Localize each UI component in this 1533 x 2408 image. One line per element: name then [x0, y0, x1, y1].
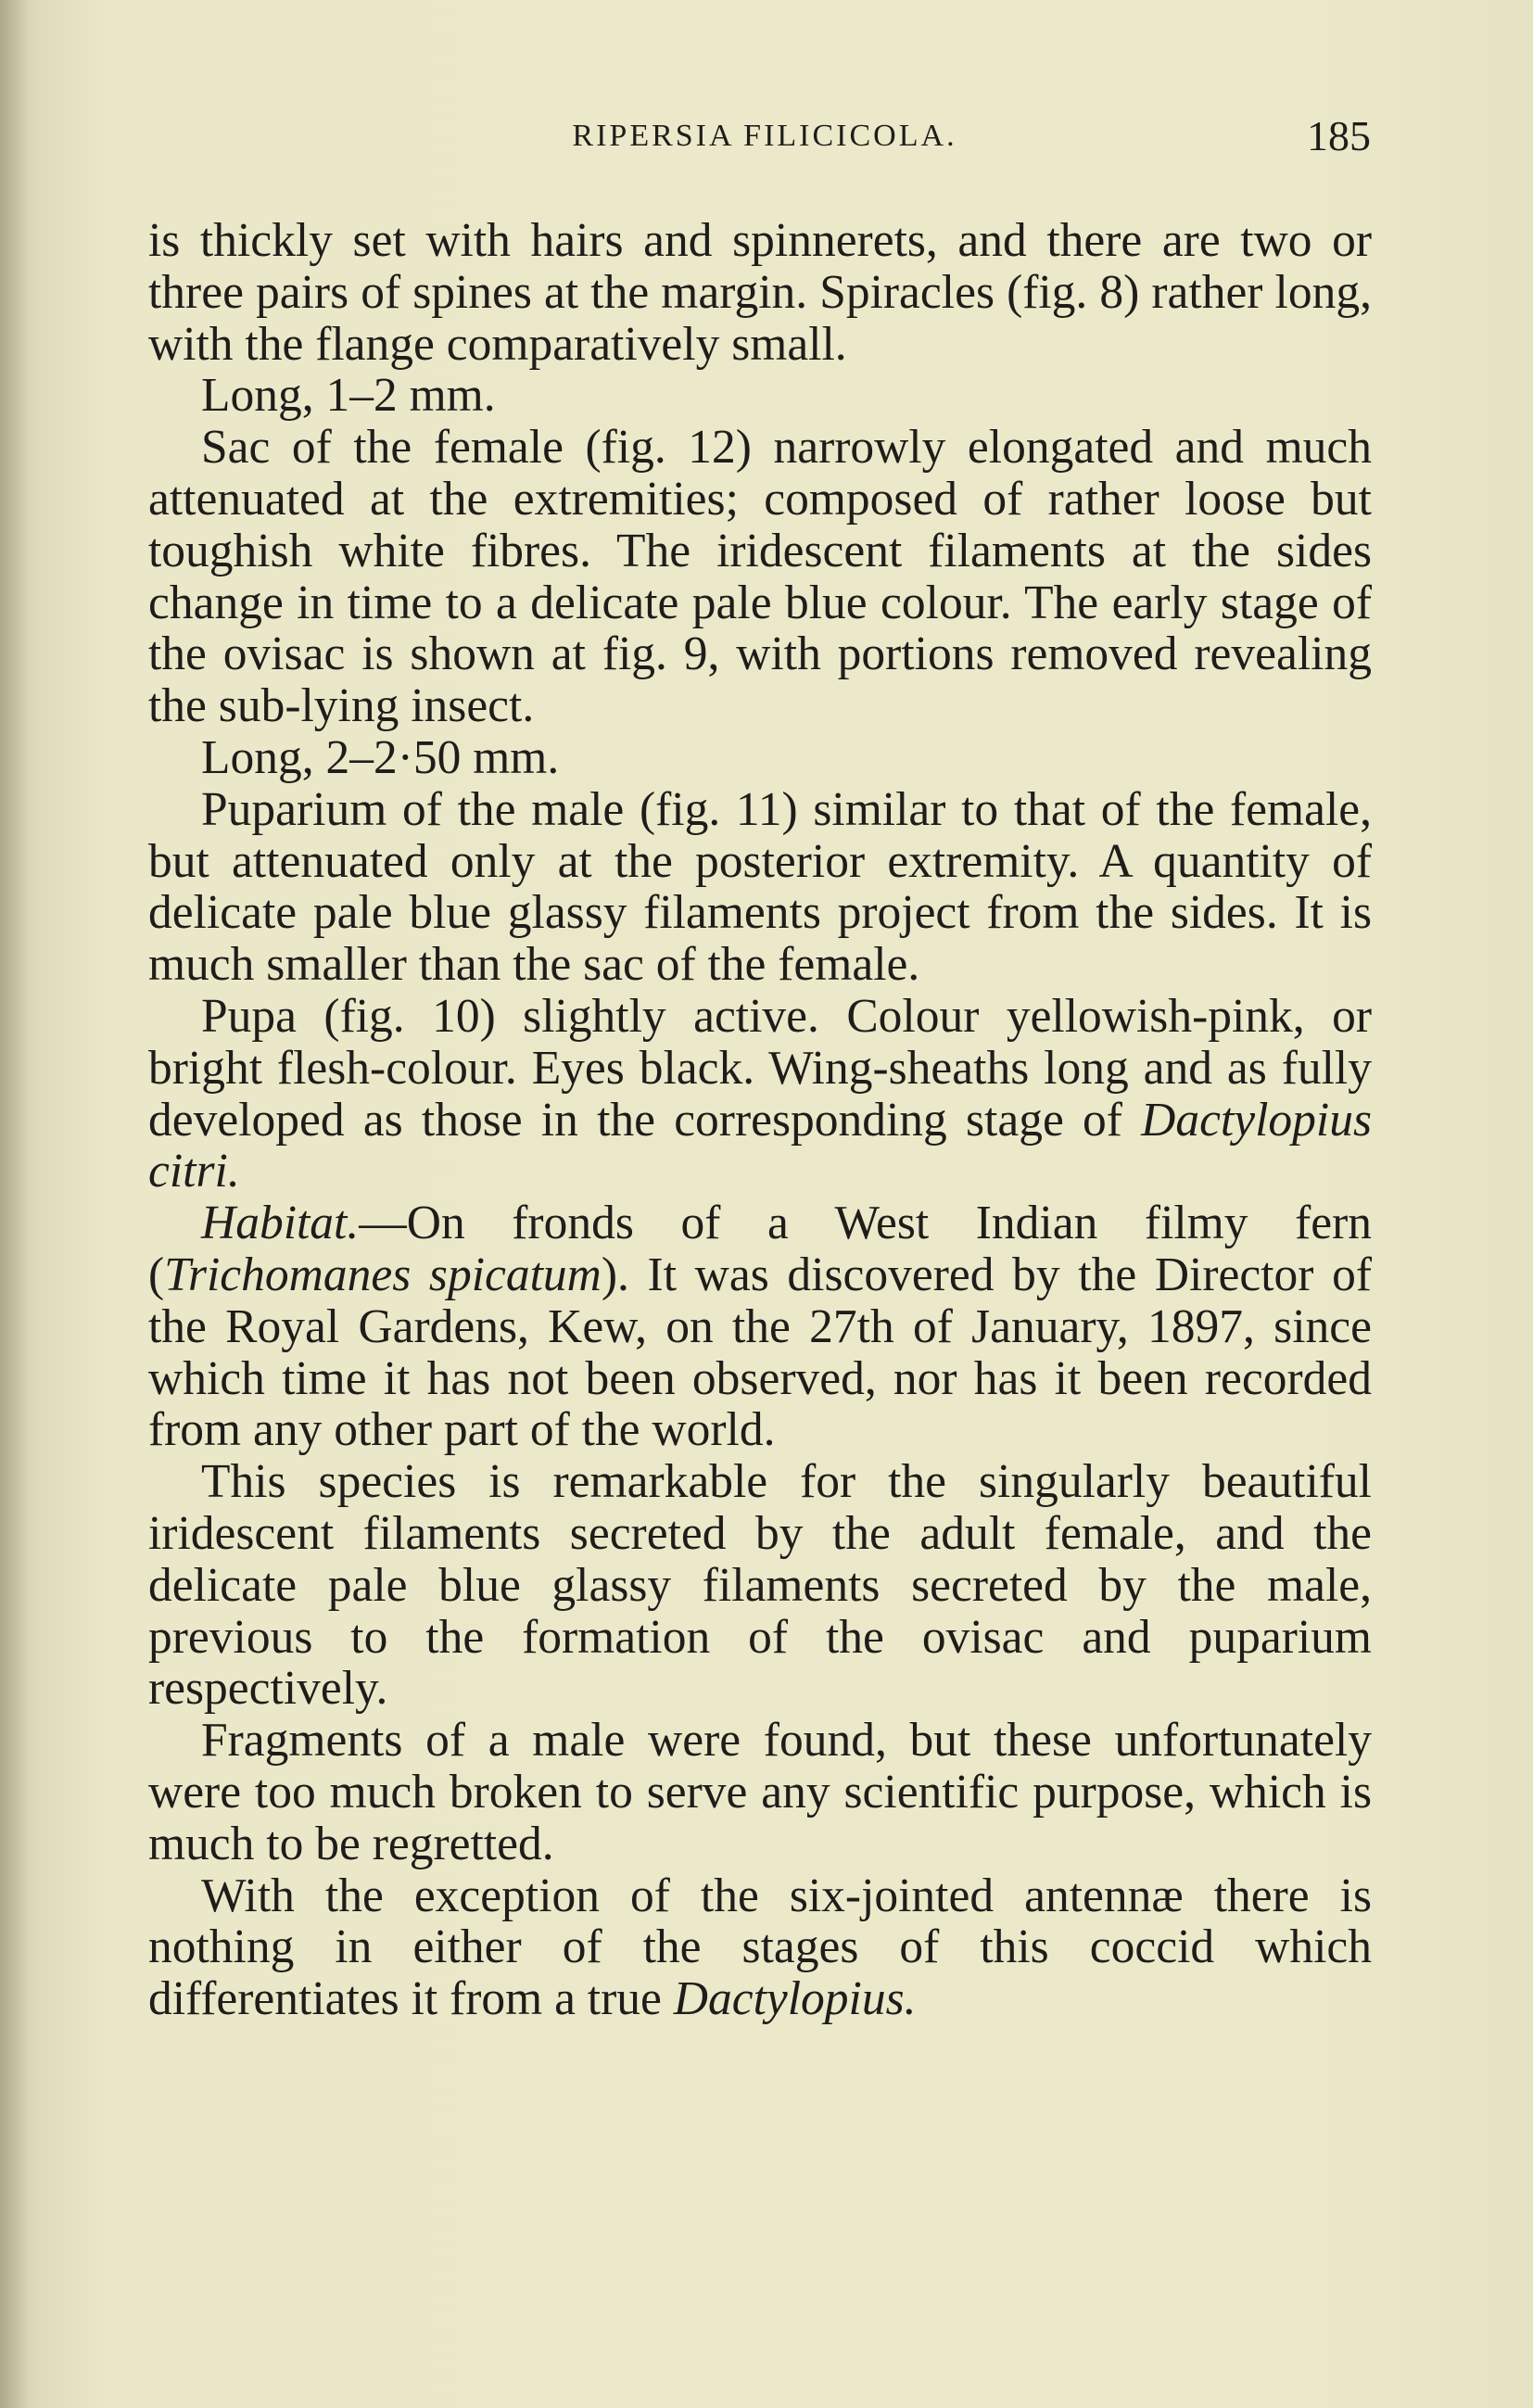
paragraph-exception	[148, 1870, 1372, 2025]
paragraph-length-sac: Long, 2–2·50 mm.	[201, 730, 560, 784]
body-text	[148, 215, 1372, 2025]
paragraph-fragments-male: Fragments of a male were found, but these unfortunately were too much broken to serve any scientific purpose, which is much to be regretted.	[148, 1714, 1372, 1870]
exception-text: With the exception of the six-jointed antennæ there is nothing in either of the stages of this coccid which differentiates it from a true	[148, 1869, 1372, 2026]
pupa-text: Pupa (fig. 10) slightly active. Colour yellowish-pink, or bright flesh-colour. Eyes black. Wing-sheaths long and as fully developed as those in the corresponding stage of	[148, 989, 1372, 1147]
paragraph-description-end: is thickly set with hairs and spinnerets, and there are two or three pairs of spines at the margin. Spiracles (fig. 8) rather long, with the flange comparatively small.	[148, 214, 1372, 371]
paragraph-puparium-male: Puparium of the male (fig. 11) similar to that of the female, but attenuated only at the posterior extremity. A quantity of delicate pale blue glassy filaments project from the sides. It is much smaller than the sac of the female.	[148, 782, 1372, 992]
running-header	[153, 111, 1376, 167]
paragraph-length-female: Long, 1–2 mm.	[201, 369, 496, 423]
paragraph-pupa	[148, 991, 1372, 1198]
paragraph-remarkable: This species is remarkable for the singularly beautiful iridescent filaments secreted by the adult female, and the delicate pale blue glassy filaments secreted by the male, previous to the formation of the ovisac and puparium respectively.	[148, 1455, 1372, 1716]
habitat-text-end: ). It was discovered by the Director of the Royal Gardens, Kew, on the 27th of January, 1897, since which time it has not been observed, nor has it been recorded from any other part of the world.	[148, 1248, 1372, 1457]
habitat-label: Habitat.	[201, 1197, 360, 1250]
pupa-species-name: Dactylopius citri.	[148, 1093, 1372, 1198]
habitat-text-start: —On fronds of a West Indian filmy fern (	[148, 1197, 1372, 1301]
page-number: 185	[1307, 112, 1371, 159]
page-gutter-shadow	[0, 0, 28, 2408]
exception-genus-name: Dactylopius.	[673, 1972, 917, 2026]
running-title: RIPERSIA FILICICOLA.	[572, 119, 957, 153]
paragraph-habitat	[148, 1198, 1372, 1456]
paragraph-sac-of-female: Sac of the female (fig. 12) narrowly elongated and much attenuated at the extremities; composed of rather loose but toughish white fibres. The iridescent filaments at the sides change in time to a delicate pale blue colour. The early stage of the ovisac is shown at fig. 9, with portions removed revealing the sub-lying insect.	[148, 421, 1372, 733]
habitat-species-name: Trichomanes spicatum	[164, 1248, 602, 1301]
